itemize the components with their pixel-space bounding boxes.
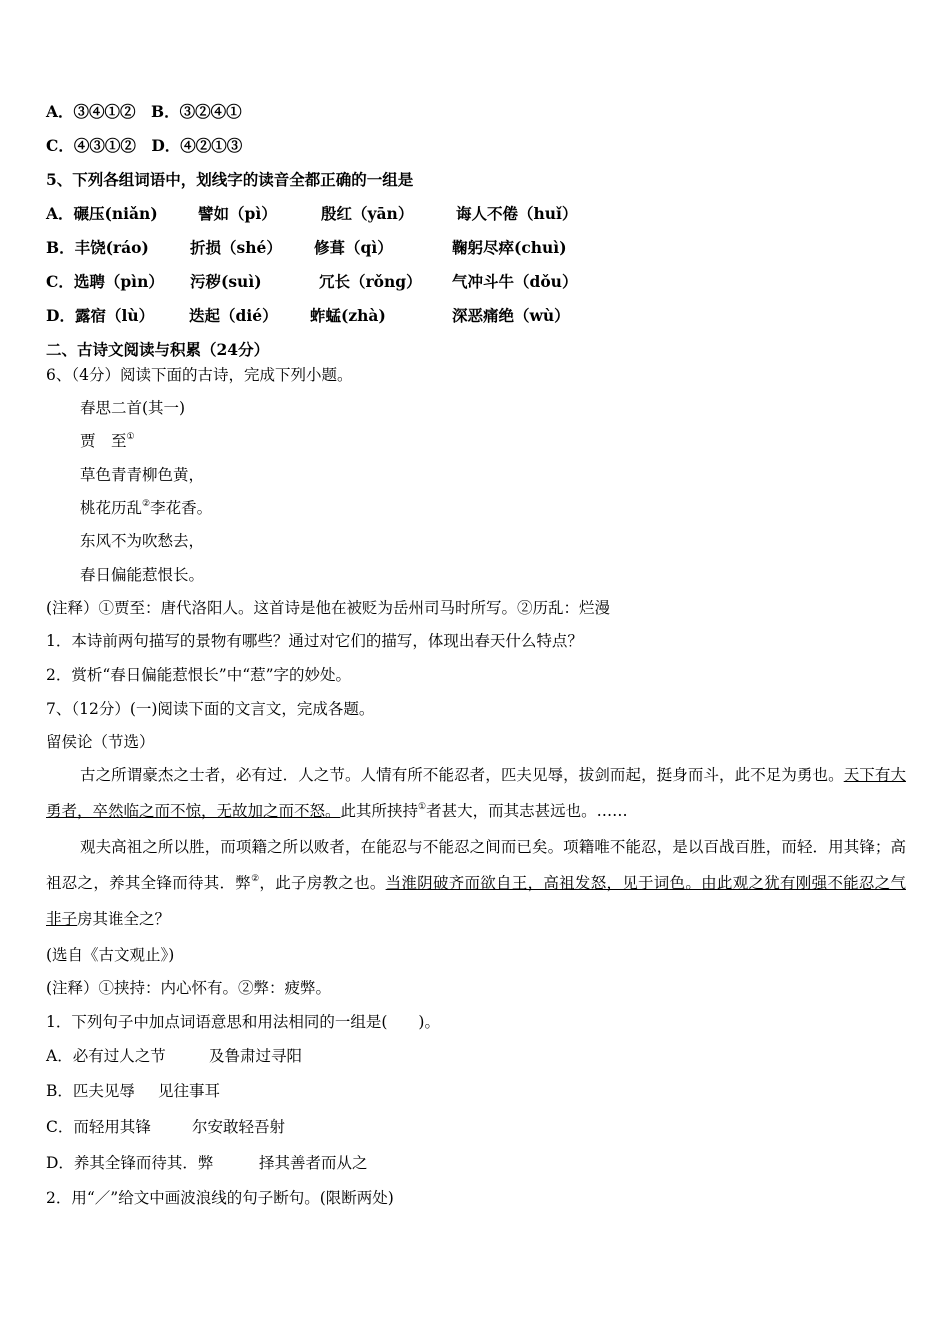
choice-a-1: A．必有过人之节	[46, 1047, 166, 1065]
p2-text-a: 观夫高祖之所以胜，而项籍之所以败者，在能忍与不能忍之间而已矣。项籍唯不能忍，是以百战百胜，而轻．用其锋；高祖忍之，养其全锋而待其．弊	[46, 838, 906, 892]
passage-paragraph-1	[46, 757, 906, 829]
q5-b-4: 鞠躬尽瘁(chuì)	[452, 238, 567, 257]
footnote-mark: ①	[126, 432, 135, 442]
section-title: 二、古诗文阅读与积累（24分）	[46, 340, 270, 359]
choice-d-1: D．养其全锋而待其．弊	[46, 1154, 214, 1172]
p1-wavy-sentence: 天下有大勇者，卒然临之而不惊，无故加之而不怒。	[46, 766, 906, 820]
q7-annotation: (注释）①挟持：内心怀有。②弊：疲弊。	[46, 979, 332, 997]
footnote-mark: ②	[142, 499, 151, 509]
passage-title: 留侯论（节选）	[46, 733, 155, 751]
q7-choice-a	[46, 1045, 906, 1067]
p1-text-b: 此其所挟持	[340, 802, 419, 820]
choice-c-2: 尔安敢轻吾射	[192, 1118, 286, 1136]
q5-row-b	[46, 237, 906, 259]
q5-d-1: D．露宿（lù）	[46, 306, 155, 325]
poem-author	[80, 430, 135, 452]
q4-options-cd: C．④③①② D．④②①③	[46, 136, 243, 155]
poem-author-name: 贾 至	[80, 432, 127, 450]
q7-choice-d	[46, 1152, 906, 1174]
footnote-mark: ②	[251, 874, 260, 884]
q5-row-d	[46, 305, 906, 327]
q5-stem: 5、下列各组词语中，划线字的读音全都正确的一组是	[46, 170, 414, 189]
q5-b-2: 折损（shé）	[190, 238, 282, 257]
q7-choice-b	[46, 1080, 906, 1102]
q4-options-ab: A．③④①② B．③②④①	[46, 102, 242, 121]
poem-line-1: 草色青青柳色黄，	[80, 466, 205, 484]
q5-c-1: C．选聘（pìn）	[46, 272, 164, 291]
q7-sub2: 2．用“／”给文中画波浪线的句子断句。(限断两处)	[46, 1189, 394, 1207]
p2-wavy-sentence: 由此观之犹有刚强不能忍之气非子	[46, 874, 906, 928]
p2-underlined-sentence: 当淮阴破齐而欲自王，高祖发怒，见于词色。	[385, 874, 702, 892]
q5-d-3: 蚱蜢(zhà)	[310, 306, 386, 325]
q5-d-4: 深恶痛绝（wù）	[452, 306, 570, 325]
q5-row-c	[46, 271, 906, 293]
p1-text-c: 者甚大，而其志甚远也。……	[426, 802, 628, 820]
q5-c-3: 冗长（rǒng）	[319, 272, 422, 291]
poem-line-2	[80, 497, 212, 519]
q5-a-1: A．碾压(niǎn)	[46, 204, 158, 223]
choice-b-1: B．匹夫见辱	[46, 1082, 135, 1100]
passage-paragraph-2	[46, 829, 906, 937]
q6-stem: 6、（4分）阅读下面的古诗，完成下列小题。	[46, 366, 353, 384]
q6-sub2: 2．赏析“春日偏能惹恨长”中“惹”字的妙处。	[46, 666, 352, 684]
poem-line-3: 东风不为吹愁去，	[80, 532, 205, 550]
choice-a-2: 及鲁肃过寻阳	[209, 1047, 303, 1065]
q6-sub1: 1．本诗前两句描写的景物有哪些？通过对它们的描写，体现出春天什么特点？	[46, 632, 583, 650]
choice-b-2: 见往事耳	[158, 1082, 221, 1100]
choice-d-2: 择其善者而从之	[259, 1154, 368, 1172]
q5-b-3: 修葺（qì）	[314, 238, 393, 257]
p2-text-c: 房其谁全之？	[77, 910, 171, 928]
poem-title: 春思二首(其一)	[80, 399, 186, 417]
q5-row-a	[46, 203, 906, 225]
poem-line-2-a: 桃花历乱	[80, 499, 143, 517]
q7-sub1: 1．下列句子中加点词语意思和用法相同的一组是( )。	[46, 1013, 440, 1031]
q5-a-2: 譬如（pì）	[198, 204, 277, 223]
q7-choice-c	[46, 1116, 906, 1138]
q6-annotation: (注释）①贾至：唐代洛阳人。这首诗是他在被贬为岳州司马时所写。②历乱：烂漫	[46, 599, 611, 617]
poem-line-2-b: 李花香。	[150, 499, 213, 517]
q5-b-1: B．丰饶(ráo)	[46, 238, 149, 257]
p1-text-a: 古之所谓豪杰之士者，必有过．人之节。人情有所不能忍者，匹夫见辱，拔剑而起，挺身而斗，此不足为勇也。	[80, 766, 844, 784]
q5-c-4: 气冲斗牛（dǒu）	[452, 272, 578, 291]
q7-stem: 7、（12分）(一)阅读下面的文言文，完成各题。	[46, 700, 375, 718]
footnote-mark: ①	[418, 802, 427, 812]
q5-a-3: 殷红（yān）	[321, 204, 414, 223]
p2-text-b: ，此子房教之也。	[259, 874, 386, 892]
q5-c-2: 污秽(suì)	[190, 272, 262, 291]
q5-a-4: 诲人不倦（huǐ）	[456, 204, 578, 223]
poem-line-4: 春日偏能惹恨长。	[80, 566, 205, 584]
choice-c-1: C．而轻用其锋	[46, 1118, 151, 1136]
q5-d-2: 迭起（dié）	[189, 306, 278, 325]
passage-source: (选自《古文观止》)	[46, 946, 175, 964]
